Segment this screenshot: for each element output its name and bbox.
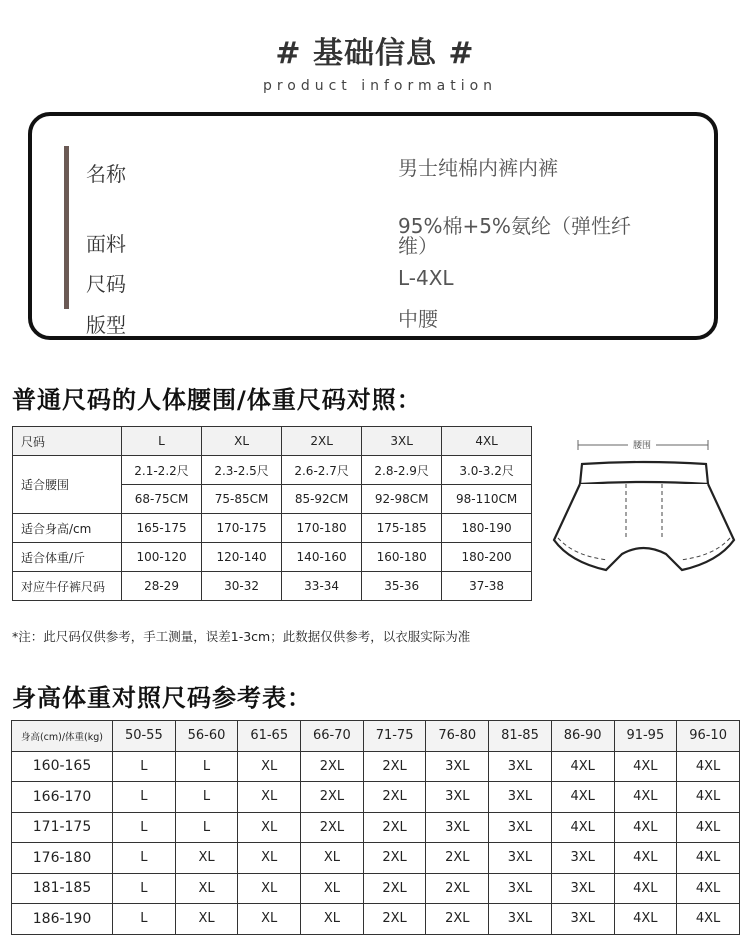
info-key: 版型 bbox=[86, 313, 126, 337]
table-cell: 98-110CM bbox=[442, 485, 532, 514]
table-cell: 3XL bbox=[426, 751, 489, 782]
table-header-cell: XL bbox=[202, 427, 282, 456]
row-label: 适合体重/斤 bbox=[13, 543, 122, 572]
table-cell: 100-120 bbox=[122, 543, 202, 572]
waistband bbox=[580, 462, 708, 484]
table-cell: 3XL bbox=[426, 782, 489, 813]
table-row bbox=[13, 572, 532, 601]
table-header-cell: 76-80 bbox=[426, 721, 489, 752]
section-title-reference: 身高体重对照尺码参考表： bbox=[12, 684, 312, 712]
reference-table bbox=[11, 720, 740, 935]
info-accent-bar bbox=[64, 146, 69, 309]
table-cell: 33-34 bbox=[282, 572, 362, 601]
page-title: # 基础信息 # bbox=[275, 36, 475, 71]
table-header-cell: 91-95 bbox=[614, 721, 677, 752]
table-cell: 2XL bbox=[363, 751, 426, 782]
size-chart-table bbox=[12, 426, 532, 601]
table-header-row bbox=[12, 721, 740, 752]
table-row bbox=[12, 812, 740, 843]
table-cell: 2XL bbox=[363, 904, 426, 935]
table-cell: 4XL bbox=[677, 843, 740, 874]
table-cell: 2XL bbox=[363, 843, 426, 874]
table-cell: 2XL bbox=[363, 812, 426, 843]
table-header-cell: 66-70 bbox=[301, 721, 364, 752]
table-cell: 2XL bbox=[301, 782, 364, 813]
table-cell: XL bbox=[175, 843, 238, 874]
table-cell: L bbox=[113, 812, 176, 843]
table-cell: L bbox=[113, 904, 176, 935]
info-value: 中腰 bbox=[398, 307, 438, 331]
table-cell: 3.0-3.2尺 bbox=[442, 456, 532, 485]
table-cell: 4XL bbox=[677, 812, 740, 843]
table-cell: 4XL bbox=[677, 751, 740, 782]
table-cell: XL bbox=[238, 904, 301, 935]
page-subtitle: product information bbox=[262, 78, 498, 94]
table-row bbox=[13, 456, 532, 485]
table-header-row bbox=[13, 427, 532, 456]
table-cell: XL bbox=[238, 751, 301, 782]
table-cell: 4XL bbox=[614, 812, 677, 843]
table-header-cell: 4XL bbox=[442, 427, 532, 456]
row-label: 171-175 bbox=[12, 812, 113, 843]
info-key: 尺码 bbox=[86, 272, 126, 296]
info-value: 男士纯棉内裤内裤 bbox=[398, 156, 558, 180]
table-cell: 35-36 bbox=[362, 572, 442, 601]
table-cell: 2.1-2.2尺 bbox=[122, 456, 202, 485]
info-value: L-4XL bbox=[398, 266, 454, 290]
table-header-cell: 2XL bbox=[282, 427, 362, 456]
waist-label: 腰围 bbox=[632, 441, 652, 451]
table-cell: XL bbox=[238, 812, 301, 843]
table-cell: 3XL bbox=[489, 812, 552, 843]
table-header-cell: L bbox=[122, 427, 202, 456]
table-cell: 2XL bbox=[363, 782, 426, 813]
table-row bbox=[12, 782, 740, 813]
table-corner-cell: 身高(cm)/体重(kg) bbox=[12, 721, 113, 752]
table-cell: 2XL bbox=[426, 843, 489, 874]
table-cell: 4XL bbox=[677, 904, 740, 935]
table-cell: 75-85CM bbox=[202, 485, 282, 514]
table-header-cell: 81-85 bbox=[489, 721, 552, 752]
table-cell: 180-200 bbox=[442, 543, 532, 572]
table-cell: 2XL bbox=[426, 904, 489, 935]
table-cell: 160-180 bbox=[362, 543, 442, 572]
table-header-cell: 71-75 bbox=[363, 721, 426, 752]
table-cell: 3XL bbox=[551, 904, 614, 935]
row-label: 176-180 bbox=[12, 843, 113, 874]
table-cell: 2XL bbox=[363, 873, 426, 904]
table-cell: 4XL bbox=[614, 751, 677, 782]
table-cell: 4XL bbox=[614, 843, 677, 874]
table-cell: 4XL bbox=[677, 873, 740, 904]
table-cell: 4XL bbox=[551, 751, 614, 782]
table-cell: 180-190 bbox=[442, 514, 532, 543]
table-cell: 2XL bbox=[426, 873, 489, 904]
row-label: 160-165 bbox=[12, 751, 113, 782]
info-key: 面料 bbox=[86, 232, 126, 256]
table-cell: 4XL bbox=[677, 782, 740, 813]
table-cell: 2XL bbox=[301, 751, 364, 782]
table-cell: 2XL bbox=[301, 812, 364, 843]
row-label: 186-190 bbox=[12, 904, 113, 935]
table-cell: L bbox=[175, 812, 238, 843]
table-header-cell: 3XL bbox=[362, 427, 442, 456]
table-cell: 30-32 bbox=[202, 572, 282, 601]
table-row bbox=[13, 543, 532, 572]
table-row bbox=[12, 843, 740, 874]
table-cell: 120-140 bbox=[202, 543, 282, 572]
row-label: 166-170 bbox=[12, 782, 113, 813]
table-cell: 4XL bbox=[614, 904, 677, 935]
table-cell: 3XL bbox=[426, 812, 489, 843]
table-cell: 165-175 bbox=[122, 514, 202, 543]
table-cell: 2.3-2.5尺 bbox=[202, 456, 282, 485]
table-row bbox=[12, 751, 740, 782]
table-cell: 2.6-2.7尺 bbox=[282, 456, 362, 485]
table-cell: 92-98CM bbox=[362, 485, 442, 514]
table-cell: 28-29 bbox=[122, 572, 202, 601]
table-cell: XL bbox=[238, 782, 301, 813]
table-cell: XL bbox=[301, 904, 364, 935]
table-cell: 140-160 bbox=[282, 543, 362, 572]
table-header-cell: 96-10 bbox=[677, 721, 740, 752]
size-note: *注：此尺码仅供参考，手工测量，误差1-3cm；此数据仅供参考，以衣服实际为准 bbox=[12, 629, 471, 644]
table-cell: 3XL bbox=[489, 904, 552, 935]
table-cell: XL bbox=[301, 843, 364, 874]
table-cell: L bbox=[113, 873, 176, 904]
table-header-cell: 尺码 bbox=[13, 427, 122, 456]
brief-body bbox=[554, 484, 734, 570]
table-cell: 4XL bbox=[614, 873, 677, 904]
table-cell: XL bbox=[175, 904, 238, 935]
row-label: 对应牛仔裤尺码 bbox=[13, 572, 122, 601]
table-header-cell: 56-60 bbox=[175, 721, 238, 752]
table-cell: L bbox=[175, 751, 238, 782]
table-cell: L bbox=[113, 843, 176, 874]
table-cell: XL bbox=[301, 873, 364, 904]
table-header-cell: 61-65 bbox=[238, 721, 301, 752]
table-cell: 3XL bbox=[489, 873, 552, 904]
table-cell: XL bbox=[238, 843, 301, 874]
table-cell: 175-185 bbox=[362, 514, 442, 543]
table-cell: 3XL bbox=[551, 873, 614, 904]
table-cell: XL bbox=[175, 873, 238, 904]
underwear-diagram bbox=[548, 430, 738, 580]
table-cell: 170-180 bbox=[282, 514, 362, 543]
table-row bbox=[12, 904, 740, 935]
table-cell: 68-75CM bbox=[122, 485, 202, 514]
table-cell: 3XL bbox=[489, 782, 552, 813]
table-header-cell: 86-90 bbox=[551, 721, 614, 752]
section-title-size-chart: 普通尺码的人体腰围/体重尺码对照： bbox=[12, 386, 422, 414]
row-label: 适合腰围 bbox=[13, 456, 122, 514]
table-row bbox=[13, 514, 532, 543]
table-cell: L bbox=[175, 782, 238, 813]
table-cell: 85-92CM bbox=[282, 485, 362, 514]
table-cell: 3XL bbox=[489, 843, 552, 874]
table-cell: 4XL bbox=[551, 812, 614, 843]
table-cell: L bbox=[113, 751, 176, 782]
table-cell: L bbox=[113, 782, 176, 813]
table-cell: 3XL bbox=[489, 751, 552, 782]
table-row bbox=[12, 873, 740, 904]
row-label: 适合身高/cm bbox=[13, 514, 122, 543]
table-cell: 2.8-2.9尺 bbox=[362, 456, 442, 485]
table-header-cell: 50-55 bbox=[113, 721, 176, 752]
info-value: 95%棉+5%氨纶（弹性纤维） bbox=[398, 214, 631, 258]
table-cell: 4XL bbox=[551, 782, 614, 813]
table-cell: 37-38 bbox=[442, 572, 532, 601]
table-cell: 4XL bbox=[614, 782, 677, 813]
table-cell: 170-175 bbox=[202, 514, 282, 543]
row-label: 181-185 bbox=[12, 873, 113, 904]
table-cell: 3XL bbox=[551, 843, 614, 874]
info-key: 名称 bbox=[86, 162, 126, 186]
table-cell: XL bbox=[238, 873, 301, 904]
